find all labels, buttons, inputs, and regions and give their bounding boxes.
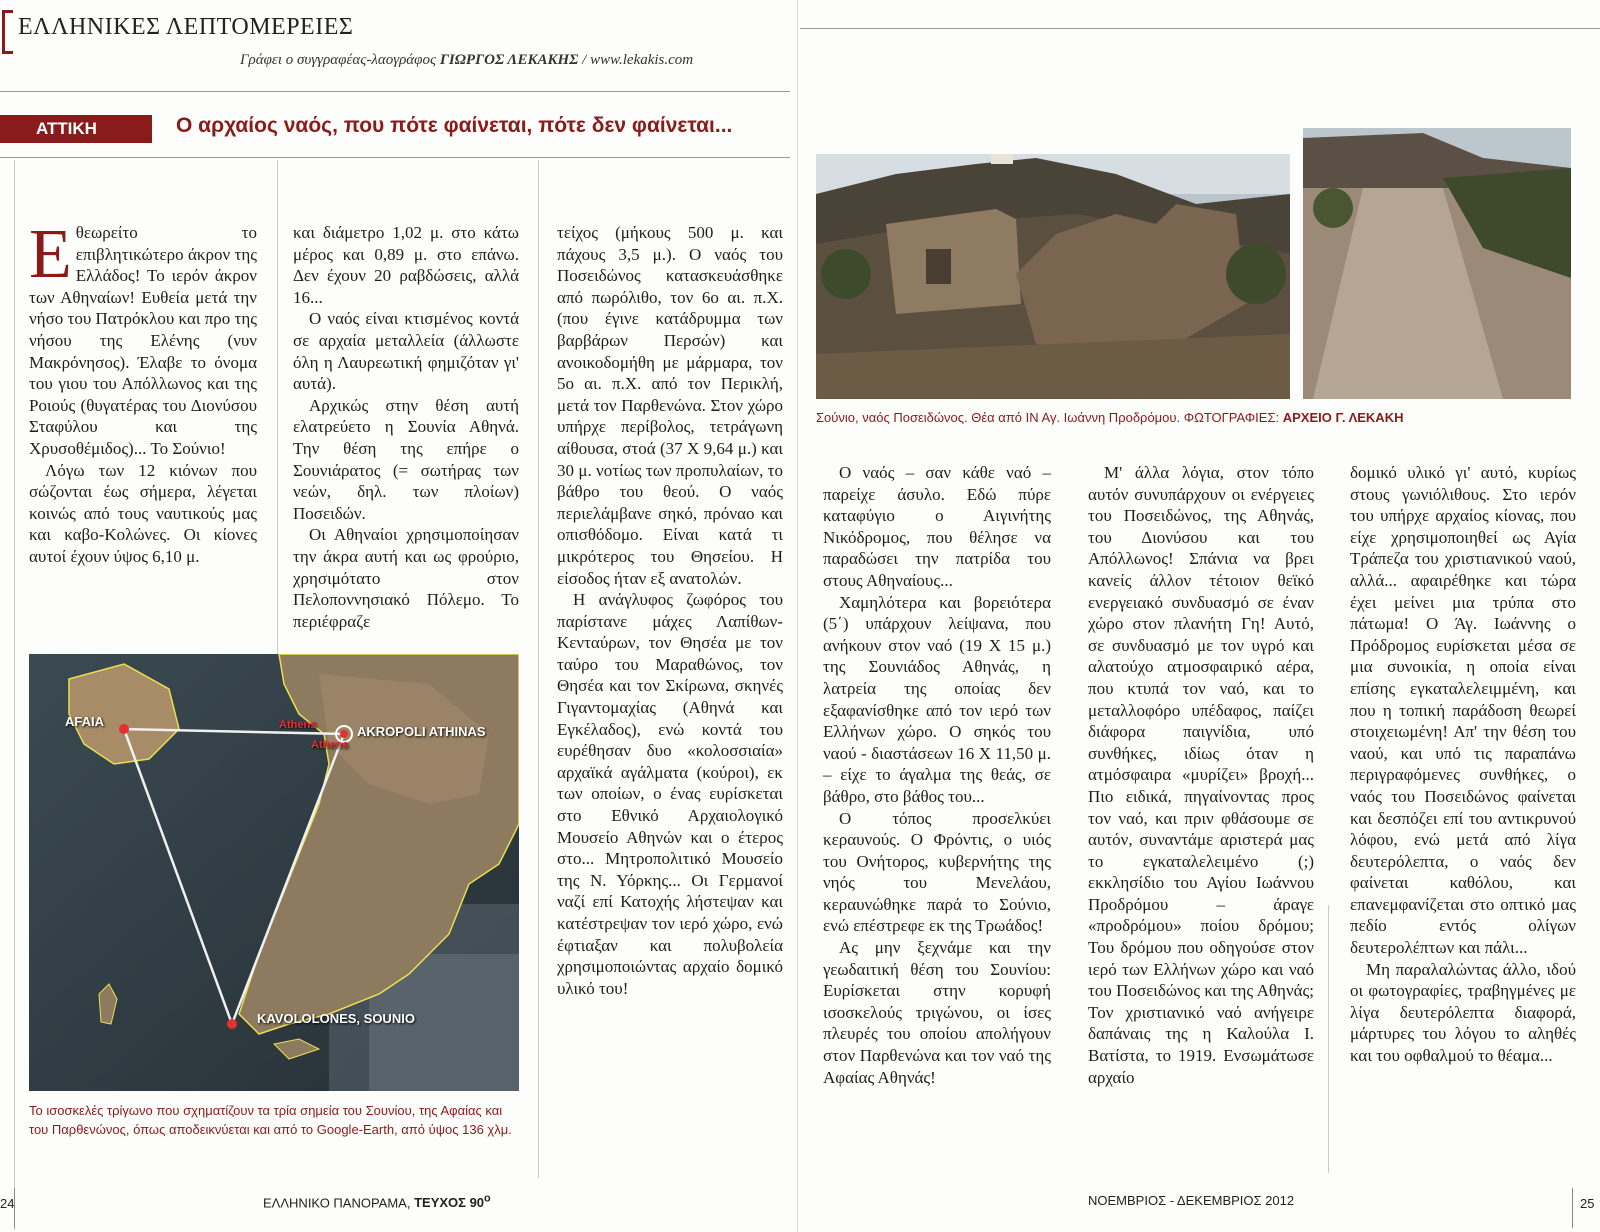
sounio-marker — [227, 1019, 237, 1029]
footer-magazine: ΕΛΛΗΝΙΚΟ ΠΑΝΟΡΑΜΑ, ΤΕΥΧΟΣ $90^o$ — [263, 1193, 491, 1211]
page-number-left: 24 — [0, 1196, 15, 1211]
article-column-5: Μ' άλλα λόγια, στον τόπο αυτόν συνυπάρχουν οι ενέργειες του Ποσειδώνος, της Αθηνάς, του Διονύσου και του Απόλλωνος! Σπάνια να βρει κανείς άλλον τέτοιον θεϊκό ενεργειακό συνδυασμό σε έναν χώρο στον πλανήτη Γη! Αυτό, σε συνδυασμό με τον υγρό και αλατούχο ατμοσφαιρικό αέρα, που κτυπά τον ναό, και το μεταλλοφόρο υπέδαφος, παίζει διάφορα παιγνίδια, υπό συνθήκες, ιδίως όταν η ατμόσφαιρα «μυρίζει» βροχή... Πιο ειδικά, πηγαίνοντας προς τον ναό, και πριν φθάσουμε σε αυτόν, συναντάμε αριστερά μας το εγκαταλελειμένο (;) εκκλησίδιο του Αγίου Ιωάννου Προδρόμου – άραγε «προδρόμου» ποίου δρόμου; Του δρόμου που οδηγούσε στον ιερό των Ελλήνων χώρο και ναό του Ποσειδώνος και της Αθηνάς; Τον χριστιανικό ναό ανήγειρε δαπάναις της η Καλούλα Ι. Βατίστα, το 1919. Ενσωμάτωσε αρχαίο — [1088, 463, 1314, 1087]
map-label-afaia: AFAIA — [65, 714, 104, 729]
photo-credit: ΑΡΧΕΙΟ Γ. ΛΕΚΑΚΗ — [1282, 410, 1404, 425]
map-label-athens: Athens — [279, 719, 317, 731]
spread-gutter — [797, 0, 798, 1232]
article-column-6: δομικό υλικό γι' αυτό, κυρίως στους γωνιόλιθους. Στο ιερόν του υπήρχε αρχαίος κίονας, που είχε χρησιμοποιηθεί ως Αγία Τράπεζα του χριστιανικού ναού, αλλά... αφαιρέθηκε και τώρα έχει μείνει μια τρύπα στο πάτωμα! Ο Άγ. Ιωάννης ο Πρόδρομος ευρίσκεται μέσα σε μια συνοικία, η οποία είναι επίσης εγκαταλελειμμένη, και που η τοπική παράδοση θεωρεί στοιχειωμένη! Απ' την θέση του ναού, και υπό τις παραπάνω περιγραφόμενες συνθήκες, ο ναός του Ποσειδώνος φαίνεται και δεσπόζει επί του αντικρυνού λόφου, ενώ μετά από λίγα δευτερόλεπτα, ο ναός δεν φαίνεται καθόλου, και επανεμφανίζεται στο οπτικό μας πεδίο εντός ολίγων δευτερολέπτων και πάλι... Μη παραλαλώντας άλλο, ιδού οι φωτογραφίες, τραβηγμένες με λίγα δευτερόλεπτα διαφορά, μάρτυρες του λόγου το αληθές και του οφθαλμού το θέαμα... — [1350, 463, 1576, 1066]
byline: Γράφει ο συγγραφέας-λαογράφος ΓΙΩΡΓΟΣ ΛΕΚΑΚΗΣ / www.lekakis.com — [240, 52, 694, 68]
google-earth-map — [29, 654, 519, 1091]
headline-rule — [0, 157, 790, 158]
photo-temple-ruins — [816, 154, 1290, 399]
column-rule — [1328, 905, 1329, 1173]
map-label-sounio: KAVOLOLONES, SOUNIO — [257, 1011, 415, 1026]
page-number-right: 25 — [1580, 1196, 1595, 1211]
photo-ruins-graphic — [816, 154, 1290, 399]
photo-path-graphic — [1303, 128, 1571, 399]
header-rule-left — [0, 91, 790, 92]
column-rule — [14, 160, 15, 1230]
map-label-acropolis: AKROPOLI ATHINAS — [357, 724, 486, 739]
section-bracket — [2, 10, 13, 54]
photo-caption: Σούνιο, ναός Ποσειδώνος. Θέα από ΙΝ Αγ. Ιωάννη Προδρόμου. ΦΩΤΟΓΡΑΦΙΕΣ: ΑΡΧΕΙΟ Γ. ΛΕΚΑΚΗ — [816, 410, 1404, 425]
afaia-marker — [119, 724, 129, 734]
section-title: ΕΛΛΗΝΙΚΕΣ ΛΕΠΤΟΜΕΡΕΙΕΣ — [18, 14, 354, 40]
headline: Ο αρχαίος ναός, που πότε φαίνεται, πότε δεν φαίνεται... — [176, 114, 733, 137]
drop-cap: Ε — [29, 216, 72, 293]
column-rule — [538, 160, 539, 1178]
photo-path-view — [1303, 128, 1571, 399]
header-rule-right — [800, 28, 1600, 29]
byline-author: ΓΙΩΡΓΟΣ ΛΕΚΑΚΗΣ — [439, 52, 579, 68]
article-column-2: και διάμετρο 1,02 μ. στο κάτω μέρος και 0,89 μ. στο επάνω. Δεν έχουν 20 ραβδώσεις, αλλά 16... Ο ναός είναι κτισμένος κοντά σε αρχαία μεταλλεία (άλλωστε όλη η Λαυρεωτική φημιζόταν γι' αυτά). Αρχικώς στην θέση αυτή ελατρεύετο η Σουνία Αθηνά. Την θέση της επήρε ο Σουνιάρατος (= σωτήρας των νεών, δηλ. των πλοίων) Ποσειδών. Οι Αθηναίοι χρησιμοποίησαν την άκρα αυτή και ως φρούριο, χρησιμότατο στον Πελοποννησιακό Πόλεμο. Το περιέφραζε — [293, 223, 519, 631]
map-caption: Το ισοσκελές τρίγωνο που σχηματίζουν τα τρία σημεία του Σουνίου, της Αφαίας και του Παρθενώνος, όπως αποδεικνύεται και από το Google-Earth, από ύψος 136 χλμ. — [29, 1103, 512, 1137]
article-column-4: Ο ναός – σαν κάθε ναό – παρείχε άσυλο. Εδώ πύρε καταφύγιο ο Αιγινήτης Νικόδρομος, που θέλησε να παραδώσει την πατρίδα του στους Αθηναίους... Χαμηλότερα και βορειότερα (5΄) υπάρχουν λείψανα, που ανήκουν στον ναό (19 Χ 15 μ.) της Σουνιάδος Αθηνάς, η λατρεία της οποίας δεν εξαφανίσθηκε από τον ιερό των Ελλήνων χώρο. Ο σηκός του ναού - διαστάσεων 16 Χ 11,50 μ. – είχε το άγαλμα της θεάς, σε βάθρο, στο βάθος του... Ο τόπος προσελκύει κεραυνούς. Ο Φρόντις, ο υιός του Ονήτορος, κυβερνήτης της νηός του Μενελάου, κεραυνώθηκε παρά το Σούνιο, ενώ επέστρεφε εκ της Τρωάδος! Ας μην ξεχνάμε και την γεωδαιτική θέση του Σουνίου: Ευρίσκεται στην κορυφή ισοσκελούς τριγώνου, οι ίσες πλευρές του οποίου απολήγουν στον Παρθενώνα και τον ναό της Αφαίας Αθηνάς! — [823, 463, 1051, 1087]
map-label-athens: Athens — [311, 739, 349, 751]
column-rule — [277, 160, 278, 654]
footer-issue: ΤΕΥΧΟΣ $90^o$ — [414, 1193, 491, 1211]
article-column-1: Εθεωρείτο το επιβλητικώτερο άκρον της Ελλάδος! Το ιερόν άκρον των Αθηναίων! Ευθεία μετά την νήσο του Πατρόκλου και προ της νήσου της Ελένης (νυν Μακρόνησος). Έλαβε το όνομα του γιου του Απόλλωνος και της Ροιούς (θυγατέρας του Διονύσου Σταφύλου και της Χρυσοθέμιδος)... Το Σούνιο! Λόγω των 12 κιόνων που σώζονται έως σήμερα, λέγεται κοινώς από τους ναυτικούς μας και καβο-Κολώνες. Οι κίονες αυτοί έχουν ύψος 6,10 μ. — [29, 216, 257, 566]
region-tag: ΑΤΤΙΚΗ — [0, 115, 152, 143]
footer-date: ΝΟΕΜΒΡΙΟΣ - ΔΕΚΕΜΒΡΙΟΣ 2012 — [1088, 1193, 1295, 1208]
article-column-3: τείχος (μήκους 500 μ. και πάχους 3,5 μ.). Ο ναός του Ποσειδώνος κατασκευάσθηκε από πωρόλιθο, τον 6ο αι. π.Χ. (που έγινε κατάδρυμμα των βαρβάρων Περσών) και ανοικοδομήθη με μάρμαρα, τον 5ο αι. π.Χ. από τον Περικλή, μετά τον Παρθενώνα. Στον χώρο υπήρχε περίβολος, τετράγωνη αίθουσα, στοά (37 Χ 9,64 μ.) και 30 μ. νοτίως των προπυλαίων, το βάθρο του θεού. Ο ναός περιελάμβανε σηκό, πρόναο και οπισθόδομο. Είναι κατά τι μικρότερος του Θησείου. Η είσοδος ήταν εξ ανατολών. Η ανάγλυφος ζωφόρος του παρίστανε μάχες Λαπίθων-Κενταύρων, τον Θησέα με τον ταύρο του Μαραθώνος, τον Θησέα και τον Σκίρωνα, σκηνές Γιγαντομαχίας (Αθηνά και Εγκέλαδος), ενώ κοντά του ευρέθησαν δυο «κολοσσιαία» αρχαϊκά αγάλματα (κούροι), εκ των οποίων, ο ένας ευρίσκεται στο Εθνικό Αρχαιολογικό Μουσείο Αθηνών και ο έτερος στο... Μητροπολιτικό Μουσείο της Ν. Υόρκης... Οι Γερμανοί ναζί επί Κατοχής λήστεψαν και κατέστρεψαν τον ιερό χώρο, ενώ έφτιαξαν και πολυβολεία χρησιμοποιώντας αρχαίο δομικό υλικό του! — [557, 223, 783, 998]
